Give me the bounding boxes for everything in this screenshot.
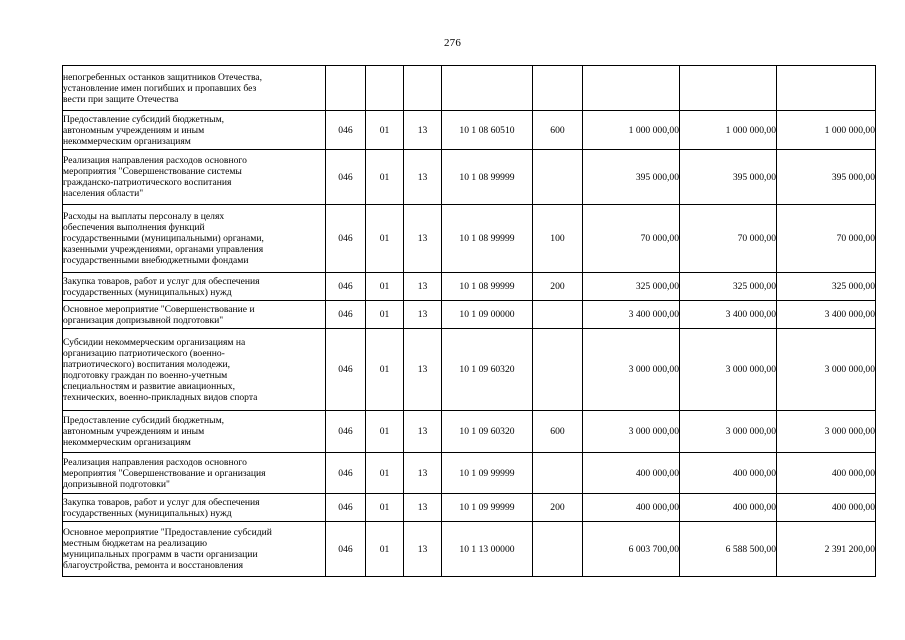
target-article-cell: 10 1 09 00000 (442, 301, 533, 329)
amount-year2-cell: 325 000,00 (680, 273, 777, 301)
subsection-cell: 13 (404, 329, 442, 411)
gov-code-cell: 046 (326, 205, 366, 273)
gov-code-cell (326, 66, 366, 111)
expense-type-cell (533, 522, 583, 577)
description-line: Субсидии некоммерческим организациям на (63, 336, 246, 348)
row-description-cell (63, 494, 326, 522)
description-line: Предоставление субсидий бюджетным, (63, 415, 225, 426)
description-line: специальностям и развитие авиационных, (63, 380, 235, 392)
target-article-cell: 10 1 09 99999 (442, 453, 533, 494)
description-line: непогребенных останков защитников Отечества, (63, 71, 263, 83)
expense-type-cell: 200 (533, 494, 583, 522)
gov-code-cell: 046 (326, 301, 366, 329)
table-row (63, 453, 876, 494)
description-line: подготовку граждан по военно-учетным (63, 369, 228, 381)
amount-year2-cell: 400 000,00 (680, 494, 777, 522)
amount-year3-cell: 3 000 000,00 (777, 329, 876, 411)
section-cell: 01 (366, 329, 404, 411)
target-article-cell: 10 1 09 99999 (442, 494, 533, 522)
amount-year2-cell: 1 000 000,00 (680, 111, 777, 150)
gov-code-cell: 046 (326, 111, 366, 150)
row-description-cell (63, 301, 326, 329)
description-line: Предоставление субсидий бюджетным, (63, 113, 225, 125)
amount-year1-cell: 400 000,00 (583, 494, 680, 522)
amount-year2-cell: 70 000,00 (680, 205, 777, 273)
amount-year3-cell: 2 391 200,00 (777, 522, 876, 577)
subsection-cell: 13 (404, 453, 442, 494)
description-line: установление имен погибших и пропавших без (63, 82, 257, 94)
subsection-cell (404, 66, 442, 111)
description-line: государственных (муниципальных) нужд (63, 286, 232, 298)
description-line: автономным учреждениям и иным (63, 124, 205, 136)
amount-year1-cell: 3 000 000,00 (583, 411, 680, 453)
section-cell: 01 (366, 494, 404, 522)
description-line: Основное мероприятие "Совершенствование и (63, 303, 255, 315)
row-description-cell (63, 205, 326, 273)
table-row (63, 273, 876, 301)
subsection-cell: 13 (404, 273, 442, 301)
description-line: организация допризывной подготовки" (63, 314, 224, 326)
amount-year2-cell: 3 400 000,00 (680, 301, 777, 329)
gov-code-cell: 046 (326, 329, 366, 411)
section-cell: 01 (366, 453, 404, 494)
amount-year1-cell: 325 000,00 (583, 273, 680, 301)
page-number: 276 (443, 37, 462, 49)
amount-year1-cell: 6 003 700,00 (583, 522, 680, 577)
section-cell: 01 (366, 205, 404, 273)
description-line: населения области" (63, 188, 144, 199)
description-line: Расходы на выплаты персоналу в целях (63, 211, 225, 222)
table-row (63, 150, 876, 205)
row-description-cell (63, 111, 326, 150)
expense-type-cell (533, 301, 583, 329)
row-description-cell (63, 453, 326, 494)
target-article-cell: 10 1 08 99999 (442, 205, 533, 273)
section-cell: 01 (366, 150, 404, 205)
table-row (63, 111, 876, 150)
description-line: мероприятия "Совершенствование системы (63, 166, 242, 177)
gov-code-cell: 046 (326, 273, 366, 301)
row-description-cell (63, 273, 326, 301)
description-line: мероприятия "Совершенствование и организация (63, 467, 266, 479)
section-cell: 01 (366, 111, 404, 150)
amount-year2-cell: 400 000,00 (680, 453, 777, 494)
amount-year3-cell: 400 000,00 (777, 494, 876, 522)
subsection-cell: 13 (404, 301, 442, 329)
gov-code-cell: 046 (326, 453, 366, 494)
row-description-cell (63, 150, 326, 205)
amount-year1-cell: 3 000 000,00 (583, 329, 680, 411)
gov-code-cell: 046 (326, 522, 366, 577)
expense-type-cell: 600 (533, 111, 583, 150)
target-article-cell: 10 1 08 99999 (442, 273, 533, 301)
subsection-cell: 13 (404, 411, 442, 453)
expense-type-cell: 200 (533, 273, 583, 301)
amount-year2-cell: 395 000,00 (680, 150, 777, 205)
table-row (63, 301, 876, 329)
description-line: обеспечения выполнения функций (63, 222, 205, 233)
row-description-cell (63, 329, 326, 411)
table-row (63, 494, 876, 522)
amount-year2-cell: 3 000 000,00 (680, 329, 777, 411)
section-cell (366, 66, 404, 111)
amount-year3-cell: 400 000,00 (777, 453, 876, 494)
table-row (63, 411, 876, 453)
amount-year1-cell: 1 000 000,00 (583, 111, 680, 150)
subsection-cell: 13 (404, 494, 442, 522)
subsection-cell: 13 (404, 150, 442, 205)
amount-year1-cell: 400 000,00 (583, 453, 680, 494)
gov-code-cell: 046 (326, 150, 366, 205)
amount-year3-cell: 70 000,00 (777, 205, 876, 273)
description-line: гражданско-патриотического воспитания (63, 177, 232, 188)
section-cell: 01 (366, 411, 404, 453)
amount-year1-cell (583, 66, 680, 111)
table-row (63, 66, 876, 111)
description-line: патриотического) воспитания молодежи, (63, 358, 231, 370)
description-line: организацию патриотического (военно- (63, 347, 225, 359)
target-article-cell: 10 1 09 60320 (442, 329, 533, 411)
description-line: казенными учреждениями, органами управления (63, 244, 264, 255)
expense-type-cell (533, 66, 583, 111)
subsection-cell: 13 (404, 205, 442, 273)
amount-year3-cell: 3 000 000,00 (777, 411, 876, 453)
expense-type-cell (533, 150, 583, 205)
description-line: технических, военно-прикладных видов спорта (63, 391, 258, 403)
amount-year3-cell: 395 000,00 (777, 150, 876, 205)
row-description-cell (63, 66, 326, 111)
description-line: Основное мероприятие "Предоставление субсидий (63, 527, 272, 538)
gov-code-cell: 046 (326, 411, 366, 453)
row-description-cell (63, 522, 326, 577)
expense-type-cell: 100 (533, 205, 583, 273)
section-cell: 01 (366, 522, 404, 577)
target-article-cell (442, 66, 533, 111)
budget-table (62, 65, 876, 577)
description-line: некоммерческим организациям (63, 437, 191, 448)
amount-year1-cell: 395 000,00 (583, 150, 680, 205)
amount-year2-cell (680, 66, 777, 111)
expense-type-cell (533, 453, 583, 494)
description-line: государственными внебюджетными фондами (63, 255, 249, 266)
subsection-cell: 13 (404, 522, 442, 577)
description-line: Реализация направления расходов основного (63, 456, 247, 468)
description-line: Закупка товаров, работ и услуг для обеспечения (63, 275, 260, 287)
amount-year3-cell: 1 000 000,00 (777, 111, 876, 150)
description-line: автономным учреждениям и иным (63, 426, 205, 437)
expense-type-cell: 600 (533, 411, 583, 453)
description-line: некоммерческим организациям (63, 135, 191, 147)
description-line: благоустройства, ремонта и восстановления (63, 560, 244, 571)
section-cell: 01 (366, 301, 404, 329)
amount-year3-cell (777, 66, 876, 111)
table-row (63, 205, 876, 273)
target-article-cell: 10 1 09 60320 (442, 411, 533, 453)
description-line: государственных (муниципальных) нужд (63, 507, 232, 519)
target-article-cell: 10 1 08 60510 (442, 111, 533, 150)
amount-year3-cell: 3 400 000,00 (777, 301, 876, 329)
amount-year1-cell: 70 000,00 (583, 205, 680, 273)
amount-year3-cell: 325 000,00 (777, 273, 876, 301)
table-row (63, 522, 876, 577)
gov-code-cell: 046 (326, 494, 366, 522)
amount-year2-cell: 6 588 500,00 (680, 522, 777, 577)
target-article-cell: 10 1 13 00000 (442, 522, 533, 577)
description-line: местным бюджетам на реализацию (63, 538, 208, 549)
description-line: государственными (муниципальными) органами, (63, 233, 264, 244)
row-description-cell (63, 411, 326, 453)
expense-type-cell (533, 329, 583, 411)
description-line: допризывной подготовки" (63, 478, 170, 490)
description-line: Реализация направления расходов основного (63, 155, 247, 166)
subsection-cell: 13 (404, 111, 442, 150)
amount-year1-cell: 3 400 000,00 (583, 301, 680, 329)
description-line: Закупка товаров, работ и услуг для обеспечения (63, 496, 260, 508)
table-row (63, 329, 876, 411)
target-article-cell: 10 1 08 99999 (442, 150, 533, 205)
description-line: вести при защите Отечества (63, 93, 179, 105)
section-cell: 01 (366, 273, 404, 301)
description-line: муниципальных программ в части организации (63, 549, 258, 560)
amount-year2-cell: 3 000 000,00 (680, 411, 777, 453)
